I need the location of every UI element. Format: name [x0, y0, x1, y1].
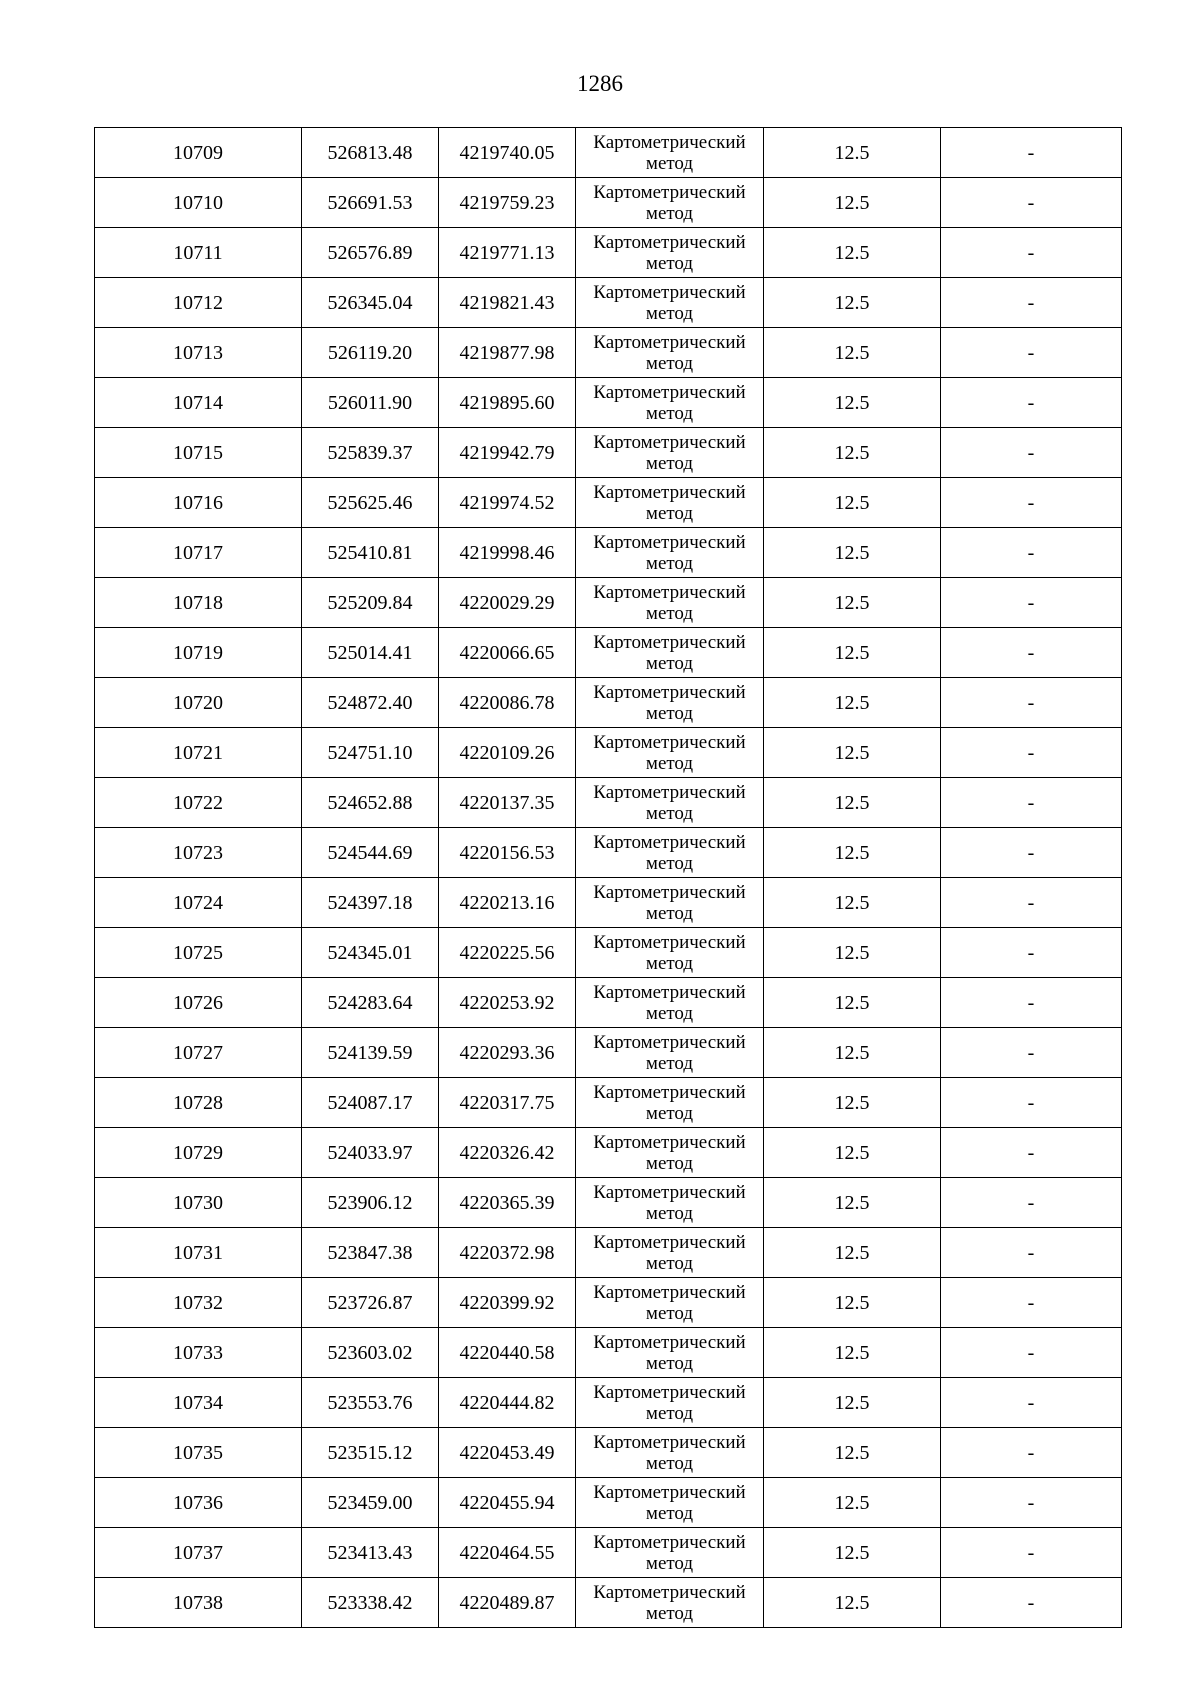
table-row — [95, 228, 1122, 278]
accuracy-cell: 12.5 — [764, 1428, 941, 1478]
method-line-1: Картометрический — [593, 381, 746, 403]
method-line-1: Картометрический — [593, 1331, 746, 1353]
method-line-2: метод — [645, 402, 694, 424]
accuracy-cell: 12.5 — [764, 228, 941, 278]
y-coordinate-cell: 4220066.65 — [439, 628, 576, 678]
note-cell: - — [941, 278, 1122, 328]
note-cell: - — [941, 928, 1122, 978]
note-cell: - — [941, 328, 1122, 378]
x-coordinate-cell: 526119.20 — [302, 328, 439, 378]
method-cell — [576, 1028, 764, 1078]
accuracy-cell: 12.5 — [764, 478, 941, 528]
y-coordinate-cell: 4220444.82 — [439, 1378, 576, 1428]
table-row — [95, 1378, 1122, 1428]
accuracy-cell: 12.5 — [764, 378, 941, 428]
method-cell — [576, 1578, 764, 1628]
point-number-cell: 10734 — [95, 1378, 302, 1428]
method-line-2: метод — [645, 802, 694, 824]
point-number-cell: 10726 — [95, 978, 302, 1028]
method-line-1: Картометрический — [593, 481, 746, 503]
y-coordinate-cell: 4220029.29 — [439, 578, 576, 628]
point-number-cell: 10729 — [95, 1128, 302, 1178]
y-coordinate-cell: 4220109.26 — [439, 728, 576, 778]
method-line-2: метод — [645, 1102, 694, 1124]
table-row — [95, 828, 1122, 878]
method-line-1: Картометрический — [593, 631, 746, 653]
method-line-2: метод — [645, 352, 694, 374]
y-coordinate-cell: 4219771.13 — [439, 228, 576, 278]
x-coordinate-cell: 524139.59 — [302, 1028, 439, 1078]
note-cell: - — [941, 1428, 1122, 1478]
method-line-2: метод — [645, 1502, 694, 1524]
method-cell — [576, 428, 764, 478]
accuracy-cell: 12.5 — [764, 1278, 941, 1328]
y-coordinate-cell: 4220253.92 — [439, 978, 576, 1028]
point-number-cell: 10715 — [95, 428, 302, 478]
method-cell — [576, 1478, 764, 1528]
point-number-cell: 10720 — [95, 678, 302, 728]
method-cell — [576, 778, 764, 828]
y-coordinate-cell: 4220225.56 — [439, 928, 576, 978]
method-line-2: метод — [645, 1352, 694, 1374]
method-line-1: Картометрический — [593, 331, 746, 353]
table-row — [95, 328, 1122, 378]
note-cell: - — [941, 1128, 1122, 1178]
y-coordinate-cell: 4220464.55 — [439, 1528, 576, 1578]
point-number-cell: 10733 — [95, 1328, 302, 1378]
y-coordinate-cell: 4220137.35 — [439, 778, 576, 828]
x-coordinate-cell: 525625.46 — [302, 478, 439, 528]
method-line-1: Картометрический — [593, 1581, 746, 1603]
method-line-2: метод — [645, 1052, 694, 1074]
table-row — [95, 128, 1122, 178]
x-coordinate-cell: 523338.42 — [302, 1578, 439, 1628]
point-number-cell: 10730 — [95, 1178, 302, 1228]
method-line-2: метод — [645, 1252, 694, 1274]
point-number-cell: 10723 — [95, 828, 302, 878]
method-line-1: Картометрический — [593, 1181, 746, 1203]
y-coordinate-cell: 4220453.49 — [439, 1428, 576, 1478]
accuracy-cell: 12.5 — [764, 178, 941, 228]
method-line-2: метод — [645, 702, 694, 724]
note-cell: - — [941, 1078, 1122, 1128]
point-number-cell: 10713 — [95, 328, 302, 378]
table-row — [95, 928, 1122, 978]
accuracy-cell: 12.5 — [764, 878, 941, 928]
method-line-1: Картометрический — [593, 1531, 746, 1553]
table-row — [95, 1478, 1122, 1528]
table-row — [95, 678, 1122, 728]
accuracy-cell: 12.5 — [764, 828, 941, 878]
x-coordinate-cell: 524872.40 — [302, 678, 439, 728]
method-line-1: Картометрический — [593, 831, 746, 853]
point-number-cell: 10714 — [95, 378, 302, 428]
x-coordinate-cell: 525014.41 — [302, 628, 439, 678]
accuracy-cell: 12.5 — [764, 1178, 941, 1228]
x-coordinate-cell: 524397.18 — [302, 878, 439, 928]
method-cell — [576, 1278, 764, 1328]
point-number-cell: 10725 — [95, 928, 302, 978]
x-coordinate-cell: 523515.12 — [302, 1428, 439, 1478]
method-line-2: метод — [645, 852, 694, 874]
method-cell — [576, 578, 764, 628]
y-coordinate-cell: 4219740.05 — [439, 128, 576, 178]
note-cell: - — [941, 1028, 1122, 1078]
table-row — [95, 878, 1122, 928]
method-line-2: метод — [645, 502, 694, 524]
method-line-2: метод — [645, 752, 694, 774]
method-line-1: Картометрический — [593, 931, 746, 953]
x-coordinate-cell: 526691.53 — [302, 178, 439, 228]
method-line-2: метод — [645, 152, 694, 174]
method-line-2: метод — [645, 1552, 694, 1574]
x-coordinate-cell: 524087.17 — [302, 1078, 439, 1128]
table-row — [95, 1278, 1122, 1328]
point-number-cell: 10709 — [95, 128, 302, 178]
method-line-1: Картометрический — [593, 1231, 746, 1253]
note-cell: - — [941, 378, 1122, 428]
x-coordinate-cell: 525410.81 — [302, 528, 439, 578]
note-cell: - — [941, 228, 1122, 278]
method-cell — [576, 528, 764, 578]
method-line-2: метод — [645, 202, 694, 224]
accuracy-cell: 12.5 — [764, 778, 941, 828]
accuracy-cell: 12.5 — [764, 1078, 941, 1128]
table-row — [95, 1428, 1122, 1478]
y-coordinate-cell: 4219998.46 — [439, 528, 576, 578]
method-line-2: метод — [645, 1202, 694, 1224]
note-cell: - — [941, 1278, 1122, 1328]
note-cell: - — [941, 728, 1122, 778]
method-line-2: метод — [645, 952, 694, 974]
accuracy-cell: 12.5 — [764, 278, 941, 328]
note-cell: - — [941, 1328, 1122, 1378]
y-coordinate-cell: 4219821.43 — [439, 278, 576, 328]
x-coordinate-cell: 524033.97 — [302, 1128, 439, 1178]
note-cell: - — [941, 1478, 1122, 1528]
method-line-2: метод — [645, 1402, 694, 1424]
method-line-2: метод — [645, 902, 694, 924]
point-number-cell: 10737 — [95, 1528, 302, 1578]
table-row — [95, 478, 1122, 528]
method-line-1: Картометрический — [593, 281, 746, 303]
x-coordinate-cell: 524345.01 — [302, 928, 439, 978]
point-number-cell: 10712 — [95, 278, 302, 328]
x-coordinate-cell: 526813.48 — [302, 128, 439, 178]
table-row — [95, 978, 1122, 1028]
method-cell — [576, 478, 764, 528]
method-line-2: метод — [645, 452, 694, 474]
x-coordinate-cell: 523847.38 — [302, 1228, 439, 1278]
method-cell — [576, 1528, 764, 1578]
x-coordinate-cell: 523906.12 — [302, 1178, 439, 1228]
y-coordinate-cell: 4220399.92 — [439, 1278, 576, 1328]
method-line-1: Картометрический — [593, 1431, 746, 1453]
method-line-1: Картометрический — [593, 1481, 746, 1503]
note-cell: - — [941, 828, 1122, 878]
table-row — [95, 1328, 1122, 1378]
x-coordinate-cell: 523553.76 — [302, 1378, 439, 1428]
method-line-1: Картометрический — [593, 1031, 746, 1053]
x-coordinate-cell: 524544.69 — [302, 828, 439, 878]
note-cell: - — [941, 1578, 1122, 1628]
note-cell: - — [941, 178, 1122, 228]
point-number-cell: 10738 — [95, 1578, 302, 1628]
method-line-1: Картометрический — [593, 231, 746, 253]
method-cell — [576, 1178, 764, 1228]
method-cell — [576, 1378, 764, 1428]
note-cell: - — [941, 628, 1122, 678]
accuracy-cell: 12.5 — [764, 728, 941, 778]
method-cell — [576, 1128, 764, 1178]
table-row — [95, 178, 1122, 228]
accuracy-cell: 12.5 — [764, 578, 941, 628]
note-cell: - — [941, 778, 1122, 828]
method-line-2: метод — [645, 602, 694, 624]
accuracy-cell: 12.5 — [764, 328, 941, 378]
method-line-2: метод — [645, 1302, 694, 1324]
y-coordinate-cell: 4220372.98 — [439, 1228, 576, 1278]
method-line-1: Картометрический — [593, 1281, 746, 1303]
point-number-cell: 10722 — [95, 778, 302, 828]
note-cell: - — [941, 1178, 1122, 1228]
point-number-cell: 10732 — [95, 1278, 302, 1328]
x-coordinate-cell: 526345.04 — [302, 278, 439, 328]
method-line-1: Картометрический — [593, 181, 746, 203]
accuracy-cell: 12.5 — [764, 928, 941, 978]
table-row — [95, 1178, 1122, 1228]
coordinates-table-body — [95, 128, 1122, 1628]
method-line-1: Картометрический — [593, 731, 746, 753]
y-coordinate-cell: 4220365.39 — [439, 1178, 576, 1228]
note-cell: - — [941, 128, 1122, 178]
method-line-1: Картометрический — [593, 131, 746, 153]
table-row — [95, 528, 1122, 578]
method-line-1: Картометрический — [593, 881, 746, 903]
point-number-cell: 10719 — [95, 628, 302, 678]
method-cell — [576, 278, 764, 328]
accuracy-cell: 12.5 — [764, 1578, 941, 1628]
y-coordinate-cell: 4219942.79 — [439, 428, 576, 478]
method-line-1: Картометрический — [593, 1131, 746, 1153]
table-row — [95, 1228, 1122, 1278]
accuracy-cell: 12.5 — [764, 678, 941, 728]
accuracy-cell: 12.5 — [764, 1528, 941, 1578]
x-coordinate-cell: 526576.89 — [302, 228, 439, 278]
method-cell — [576, 328, 764, 378]
table-row — [95, 378, 1122, 428]
method-cell — [576, 628, 764, 678]
page-number: 1286 — [577, 71, 623, 96]
x-coordinate-cell: 524652.88 — [302, 778, 439, 828]
y-coordinate-cell: 4219877.98 — [439, 328, 576, 378]
method-line-2: метод — [645, 1602, 694, 1624]
y-coordinate-cell: 4220489.87 — [439, 1578, 576, 1628]
accuracy-cell: 12.5 — [764, 1228, 941, 1278]
method-cell — [576, 728, 764, 778]
method-cell — [576, 128, 764, 178]
table-row — [95, 578, 1122, 628]
table-row — [95, 1578, 1122, 1628]
note-cell: - — [941, 1528, 1122, 1578]
note-cell: - — [941, 528, 1122, 578]
note-cell: - — [941, 478, 1122, 528]
method-line-2: метод — [645, 1002, 694, 1024]
y-coordinate-cell: 4220156.53 — [439, 828, 576, 878]
point-number-cell: 10728 — [95, 1078, 302, 1128]
method-cell — [576, 1428, 764, 1478]
method-cell — [576, 1078, 764, 1128]
table-row — [95, 1128, 1122, 1178]
point-number-cell: 10718 — [95, 578, 302, 628]
accuracy-cell: 12.5 — [764, 1478, 941, 1528]
accuracy-cell: 12.5 — [764, 978, 941, 1028]
y-coordinate-cell: 4220455.94 — [439, 1478, 576, 1528]
y-coordinate-cell: 4220326.42 — [439, 1128, 576, 1178]
y-coordinate-cell: 4220293.36 — [439, 1028, 576, 1078]
y-coordinate-cell: 4220086.78 — [439, 678, 576, 728]
method-cell — [576, 878, 764, 928]
method-cell — [576, 228, 764, 278]
y-coordinate-cell: 4219759.23 — [439, 178, 576, 228]
method-line-2: метод — [645, 652, 694, 674]
method-cell — [576, 178, 764, 228]
table-row — [95, 778, 1122, 828]
point-number-cell: 10735 — [95, 1428, 302, 1478]
y-coordinate-cell: 4220213.16 — [439, 878, 576, 928]
table-row — [95, 628, 1122, 678]
method-cell — [576, 678, 764, 728]
table-row — [95, 278, 1122, 328]
method-line-2: метод — [645, 252, 694, 274]
method-line-1: Картометрический — [593, 531, 746, 553]
method-cell — [576, 1228, 764, 1278]
table-row — [95, 1528, 1122, 1578]
x-coordinate-cell: 526011.90 — [302, 378, 439, 428]
point-number-cell: 10721 — [95, 728, 302, 778]
point-number-cell: 10727 — [95, 1028, 302, 1078]
method-line-1: Картометрический — [593, 431, 746, 453]
method-line-2: метод — [645, 1152, 694, 1174]
method-line-1: Картометрический — [593, 681, 746, 703]
note-cell: - — [941, 678, 1122, 728]
x-coordinate-cell: 524283.64 — [302, 978, 439, 1028]
method-cell — [576, 378, 764, 428]
point-number-cell: 10716 — [95, 478, 302, 528]
method-cell — [576, 928, 764, 978]
point-number-cell: 10731 — [95, 1228, 302, 1278]
x-coordinate-cell: 523726.87 — [302, 1278, 439, 1328]
point-number-cell: 10717 — [95, 528, 302, 578]
method-cell — [576, 828, 764, 878]
x-coordinate-cell: 523413.43 — [302, 1528, 439, 1578]
x-coordinate-cell: 525839.37 — [302, 428, 439, 478]
accuracy-cell: 12.5 — [764, 428, 941, 478]
accuracy-cell: 12.5 — [764, 628, 941, 678]
method-line-1: Картометрический — [593, 981, 746, 1003]
accuracy-cell: 12.5 — [764, 1028, 941, 1078]
method-line-1: Картометрический — [593, 781, 746, 803]
note-cell: - — [941, 428, 1122, 478]
point-number-cell: 10710 — [95, 178, 302, 228]
point-number-cell: 10711 — [95, 228, 302, 278]
y-coordinate-cell: 4220317.75 — [439, 1078, 576, 1128]
method-line-1: Картометрический — [593, 1381, 746, 1403]
method-line-2: метод — [645, 552, 694, 574]
table-row — [95, 428, 1122, 478]
point-number-cell: 10736 — [95, 1478, 302, 1528]
note-cell: - — [941, 1378, 1122, 1428]
x-coordinate-cell: 525209.84 — [302, 578, 439, 628]
note-cell: - — [941, 578, 1122, 628]
table-row — [95, 1078, 1122, 1128]
x-coordinate-cell: 523459.00 — [302, 1478, 439, 1528]
coordinates-table — [94, 127, 1122, 1628]
method-line-2: метод — [645, 302, 694, 324]
accuracy-cell: 12.5 — [764, 128, 941, 178]
method-line-2: метод — [645, 1452, 694, 1474]
y-coordinate-cell: 4219895.60 — [439, 378, 576, 428]
accuracy-cell: 12.5 — [764, 1378, 941, 1428]
point-number-cell: 10724 — [95, 878, 302, 928]
method-cell — [576, 1328, 764, 1378]
method-line-1: Картометрический — [593, 581, 746, 603]
x-coordinate-cell: 523603.02 — [302, 1328, 439, 1378]
method-cell — [576, 978, 764, 1028]
note-cell: - — [941, 978, 1122, 1028]
note-cell: - — [941, 878, 1122, 928]
table-row — [95, 1028, 1122, 1078]
table-row — [95, 728, 1122, 778]
x-coordinate-cell: 524751.10 — [302, 728, 439, 778]
y-coordinate-cell: 4219974.52 — [439, 478, 576, 528]
accuracy-cell: 12.5 — [764, 1128, 941, 1178]
method-line-1: Картометрический — [593, 1081, 746, 1103]
accuracy-cell: 12.5 — [764, 1328, 941, 1378]
accuracy-cell: 12.5 — [764, 528, 941, 578]
y-coordinate-cell: 4220440.58 — [439, 1328, 576, 1378]
note-cell: - — [941, 1228, 1122, 1278]
